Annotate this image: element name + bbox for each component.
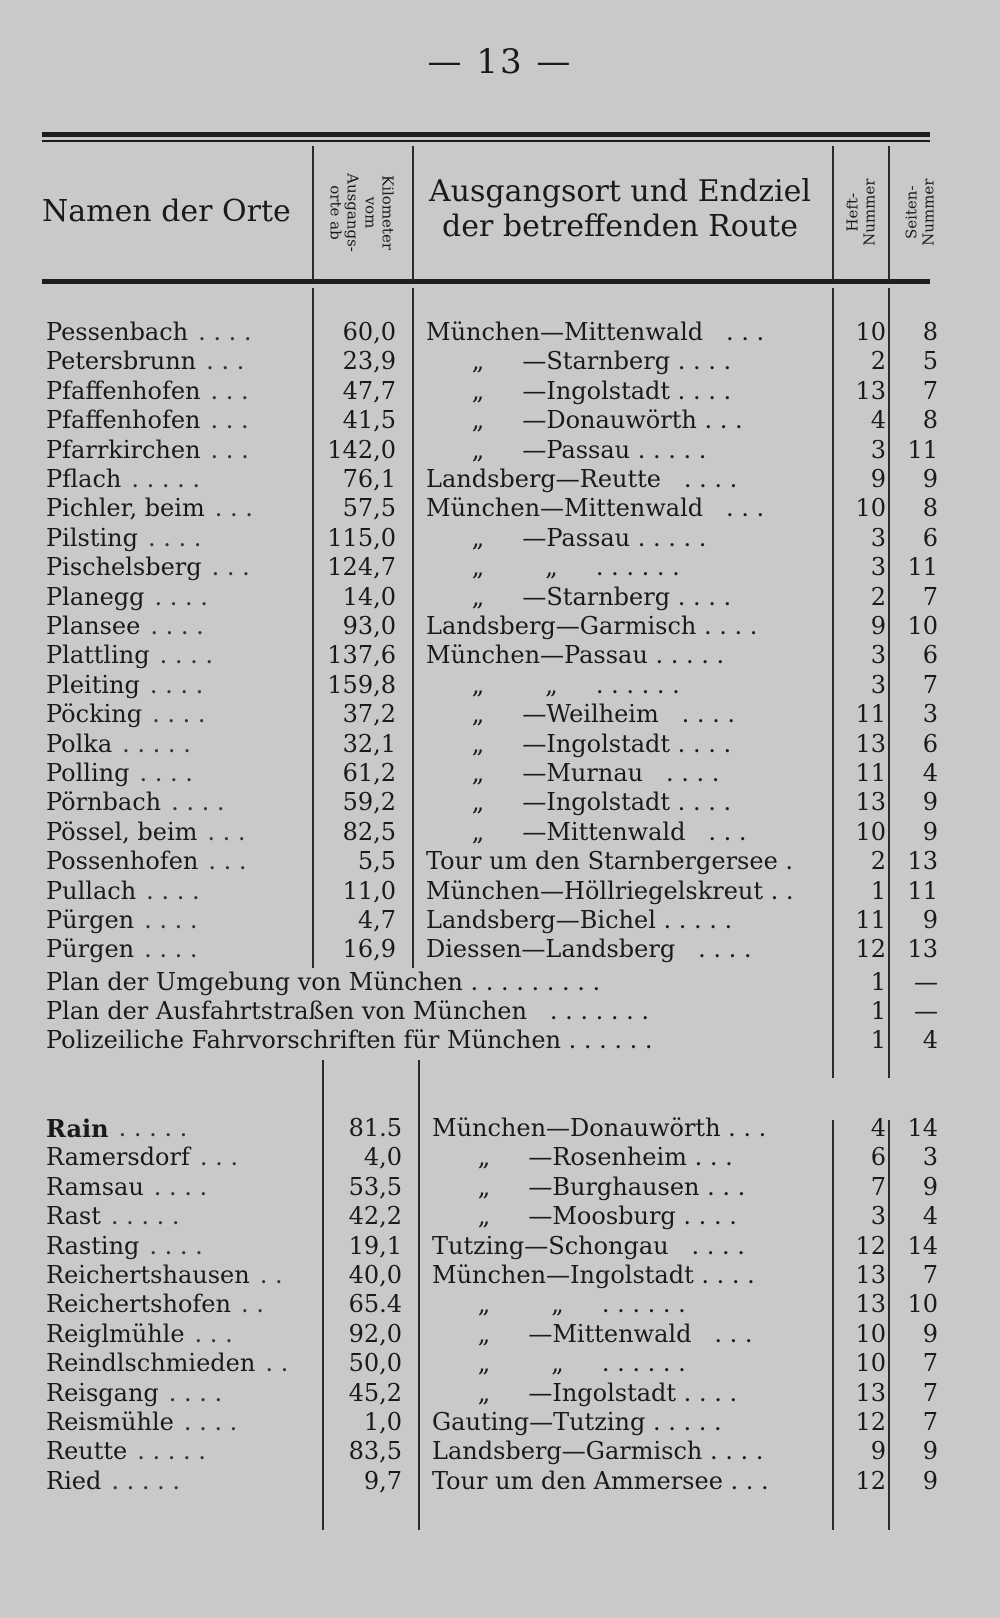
top-rule — [42, 132, 930, 137]
table-row — [0, 347, 1000, 376]
route-text: München—Passau . . . . . — [426, 641, 725, 670]
seite-number: 7 — [922, 376, 938, 405]
seite-number: — — [914, 997, 938, 1025]
route-text: Landsberg—Garmisch . . . . — [432, 1437, 764, 1466]
table-row — [0, 1261, 1000, 1290]
route-text: Landsberg—Bichel . . . . . — [426, 906, 733, 934]
seite-number: 8 — [922, 494, 938, 523]
heft-number: 4 — [870, 406, 886, 435]
plan-row — [0, 968, 1000, 997]
table-row — [0, 377, 1000, 406]
plan-text: Plan der Umgebung von München . . . . . . . . . — [46, 968, 601, 996]
seite-number: 7 — [922, 1349, 938, 1378]
seite-number: 4 — [922, 759, 938, 787]
seite-number: 11 — [907, 553, 938, 582]
heft-number: 13 — [855, 1261, 886, 1289]
table-row — [0, 1143, 1000, 1172]
place-name: Polling — [46, 759, 130, 787]
leader-dots: . . . — [194, 1319, 233, 1348]
seite-number: 6 — [922, 641, 938, 670]
header-heft — [834, 150, 889, 275]
route-text: „ „ . . . . . . — [432, 1349, 686, 1378]
place-name: Pöcking — [46, 700, 143, 729]
heft-number: 12 — [855, 1408, 886, 1436]
seite-number: 3 — [922, 1143, 938, 1172]
table-row — [0, 788, 1000, 817]
heft-number: 1 — [870, 997, 886, 1025]
heft-number: 10 — [855, 494, 886, 523]
header-km — [311, 145, 411, 280]
leader-dots: . . . . . — [110, 1202, 180, 1231]
route-text: „ —Mittenwald . . . — [426, 817, 747, 846]
km-value: 124,7 — [327, 553, 396, 582]
leader-dots: . . . . — [171, 788, 225, 817]
place-name: Ramsau — [46, 1172, 144, 1201]
seite-number: 14 — [907, 1231, 938, 1260]
route-text: Landsberg—Garmisch . . . . — [426, 612, 758, 640]
place-name: Polka — [46, 729, 113, 758]
place-name: Rasting — [46, 1231, 140, 1260]
leader-dots: . . . . — [168, 1378, 223, 1407]
table-row — [0, 906, 1000, 935]
leader-dots: . . . — [210, 376, 249, 405]
plan-row — [0, 1026, 1000, 1055]
route-text: „ —Weilheim . . . . — [426, 700, 735, 729]
route-text: „ „ . . . . . . — [426, 553, 680, 582]
seite-number: 13 — [907, 935, 938, 964]
leader-dots: . . . . . — [111, 1466, 180, 1495]
km-value: 5,5 — [357, 847, 396, 876]
leader-dots: . . . . — [144, 935, 198, 964]
km-value: 42,2 — [348, 1202, 402, 1231]
table-row — [0, 671, 1000, 700]
heft-number: 9 — [870, 465, 886, 493]
heft-number: 3 — [870, 435, 886, 464]
leader-dots: . . . — [207, 817, 246, 846]
heft-number: 10 — [855, 817, 886, 846]
place-name: Petersbrunn — [46, 347, 197, 376]
seite-number: 9 — [922, 1319, 938, 1348]
seite-number: 8 — [922, 318, 938, 346]
km-value: 65.4 — [348, 1290, 402, 1319]
seite-number: 3 — [922, 700, 938, 729]
heft-number: 9 — [870, 612, 886, 640]
seite-number: 11 — [907, 876, 938, 905]
route-text: „ —Rosenheim . . . — [432, 1143, 733, 1172]
km-value: 60,0 — [342, 318, 396, 346]
place-name: Pflach — [46, 465, 122, 493]
km-value: 9,7 — [363, 1466, 402, 1495]
seite-number: 9 — [922, 817, 938, 846]
place-name: Reiglmühle — [46, 1319, 185, 1348]
seite-number: 6 — [922, 523, 938, 552]
route-text: „ —Starnberg . . . . — [426, 347, 732, 376]
seite-number: — — [914, 968, 938, 996]
table-row — [0, 847, 1000, 876]
header-seite — [893, 150, 948, 275]
table-row — [0, 1349, 1000, 1378]
km-value: 45,2 — [348, 1378, 402, 1407]
route-text: Diessen—Landsberg . . . . — [426, 935, 752, 964]
heft-number: 1 — [870, 968, 886, 996]
place-name: Pullach — [46, 876, 137, 905]
seite-number: 9 — [922, 1437, 938, 1466]
seite-number: 10 — [907, 1290, 938, 1319]
place-name: Pössel, beim — [46, 817, 198, 846]
leader-dots: . . . . . — [118, 1114, 188, 1142]
leader-dots: . . . . — [147, 523, 202, 552]
seite-number: 4 — [922, 1026, 938, 1054]
place-name: Pürgen — [46, 935, 135, 964]
seite-number: 13 — [907, 847, 938, 876]
route-text: „ —Donauwörth . . . — [426, 406, 743, 435]
route-text: München—Mittenwald . . . — [426, 494, 765, 523]
route-text: München—Donauwörth . . . — [432, 1114, 767, 1142]
seite-number: 9 — [922, 1172, 938, 1201]
route-text: „ —Mittenwald . . . — [432, 1319, 753, 1348]
table-row — [0, 1379, 1000, 1408]
table-row — [0, 583, 1000, 612]
table-row — [0, 1437, 1000, 1466]
table-row — [0, 730, 1000, 759]
route-text: „ —Murnau . . . . — [426, 759, 720, 787]
heft-number: 2 — [870, 582, 886, 611]
km-value: 59,2 — [342, 788, 396, 817]
table-row — [0, 406, 1000, 435]
place-name: Pörnbach — [46, 788, 162, 817]
heft-number: 10 — [855, 318, 886, 346]
heft-number: 13 — [855, 1378, 886, 1407]
heft-number: 1 — [870, 1026, 886, 1054]
seite-number: 11 — [907, 435, 938, 464]
table-row — [0, 612, 1000, 641]
place-name: Rain — [46, 1114, 109, 1143]
km-value: 115,0 — [327, 523, 396, 552]
leader-dots: . . — [240, 1290, 264, 1319]
seite-number: 9 — [922, 788, 938, 817]
page-number: — 13 — — [427, 42, 573, 82]
place-name: Pfarrkirchen — [46, 435, 201, 464]
heft-number: 3 — [870, 670, 886, 699]
place-name: Pilsting — [46, 523, 138, 552]
leader-dots: . . . — [210, 435, 249, 464]
plan-text: Plan der Ausfahrtstraßen von München . . . . . . . — [46, 997, 650, 1025]
heft-number: 12 — [855, 935, 886, 964]
heft-number: 2 — [870, 347, 886, 376]
table-row — [0, 553, 1000, 582]
place-name: Reutte — [46, 1437, 128, 1466]
place-name: Reindlschmieden — [46, 1349, 256, 1378]
route-text: „ —Burghausen . . . — [432, 1172, 746, 1201]
table-row — [0, 1173, 1000, 1202]
place-name: Possenhofen — [46, 847, 199, 876]
place-name: Ramersdorf — [46, 1143, 190, 1172]
leader-dots: . . . — [211, 553, 250, 582]
place-name: Pischelsberg — [46, 553, 202, 582]
route-text: „ —Ingolstadt . . . . — [432, 1378, 738, 1407]
header-rule — [42, 279, 930, 284]
table-row — [0, 1408, 1000, 1437]
seite-number: 7 — [922, 582, 938, 611]
table-row — [0, 759, 1000, 788]
km-value: 82,5 — [342, 817, 396, 846]
heft-number: 13 — [855, 376, 886, 405]
seite-number: 4 — [922, 1202, 938, 1231]
divider — [412, 146, 414, 281]
place-name: Plattling — [46, 641, 150, 670]
route-text: „ —Passau . . . . . — [426, 523, 707, 552]
divider — [888, 146, 890, 281]
leader-dots: . . — [259, 1261, 283, 1289]
place-name: Pessenbach — [46, 318, 189, 346]
leader-dots: . . . . — [144, 906, 198, 934]
heft-number: 11 — [855, 700, 886, 729]
leader-dots: . . . . — [154, 582, 208, 611]
seite-number: 14 — [907, 1114, 938, 1142]
heft-number: 10 — [855, 1319, 886, 1348]
leader-dots: . . . . — [146, 876, 200, 905]
km-value: 16,9 — [342, 935, 396, 964]
km-value: 76,1 — [342, 465, 396, 493]
heft-number: 4 — [870, 1114, 886, 1142]
place-name: Reichertshausen — [46, 1261, 250, 1289]
seite-number: 7 — [922, 1261, 938, 1289]
plan-text: Polizeiliche Fahrvorschriften für München . . . . . . — [46, 1026, 653, 1054]
place-name: Pürgen — [46, 906, 135, 934]
heft-number: 3 — [870, 523, 886, 552]
leader-dots: . . . . — [198, 318, 252, 346]
heft-number: 9 — [870, 1437, 886, 1466]
km-value: 50,0 — [348, 1349, 402, 1378]
km-value: 41,5 — [342, 406, 396, 435]
table-row — [0, 524, 1000, 553]
km-value: 4,0 — [363, 1143, 402, 1172]
leader-dots: . . . . . — [131, 465, 201, 493]
place-name: Rast — [46, 1202, 101, 1231]
route-text: „ —Starnberg . . . . — [426, 582, 732, 611]
km-value: 32,1 — [342, 729, 396, 758]
table-row — [0, 494, 1000, 523]
seite-number: 9 — [922, 1466, 938, 1495]
km-value: 159,8 — [327, 670, 396, 699]
leader-dots: . . — [265, 1349, 289, 1378]
place-name: Planegg — [46, 582, 145, 611]
table-row — [0, 1320, 1000, 1349]
seite-number: 10 — [907, 612, 938, 640]
heft-number: 12 — [855, 1466, 886, 1495]
heft-number: 13 — [855, 788, 886, 817]
km-value: 37,2 — [342, 700, 396, 729]
header-route: Ausgangsort und Endziel der betreffenden Route — [429, 174, 811, 244]
seite-number: 6 — [922, 729, 938, 758]
heft-number: 6 — [870, 1143, 886, 1172]
route-text: Gauting—Tutzing . . . . . — [432, 1408, 722, 1436]
route-text: Landsberg—Reutte . . . . — [426, 465, 738, 493]
route-text: Tutzing—Schongau . . . . — [432, 1231, 745, 1260]
leader-dots: . . . . . — [122, 729, 191, 758]
seite-number: 7 — [922, 670, 938, 699]
table-row — [0, 465, 1000, 494]
leader-dots: . . . . — [152, 700, 206, 729]
heft-number: 3 — [870, 1202, 886, 1231]
route-text: München—Mittenwald . . . — [426, 318, 765, 346]
table-row — [0, 641, 1000, 670]
route-text: „ —Ingolstadt . . . . — [426, 788, 732, 817]
km-value: 23,9 — [342, 347, 396, 376]
route-text: „ „ . . . . . . — [432, 1290, 686, 1319]
route-text: Tour um den Starnbergersee . — [426, 847, 794, 876]
km-value: 47,7 — [342, 376, 396, 405]
km-value: 93,0 — [342, 612, 396, 640]
route-text: „ —Moosburg . . . . — [432, 1202, 737, 1231]
leader-dots: . . . . — [149, 670, 204, 699]
leader-dots: . . . — [208, 847, 247, 876]
heft-number: 3 — [870, 641, 886, 670]
km-value: 142,0 — [327, 435, 396, 464]
km-value: 61,2 — [342, 759, 396, 787]
header-heft-label: Heft- Nummer — [843, 178, 879, 247]
route-text: „ —Passau . . . . . — [426, 435, 707, 464]
table-row — [0, 700, 1000, 729]
table-row — [0, 436, 1000, 465]
km-value: 92,0 — [348, 1319, 402, 1348]
header-seite-label: Seiten- Nummer — [902, 178, 938, 247]
heft-number: 7 — [870, 1172, 886, 1201]
place-name: Plansee — [46, 612, 141, 640]
heft-number: 12 — [855, 1231, 886, 1260]
table-row — [0, 318, 1000, 347]
km-value: 40,0 — [348, 1261, 402, 1289]
leader-dots: . . . . . — [137, 1437, 206, 1466]
seite-number: 8 — [922, 406, 938, 435]
table-row — [0, 1202, 1000, 1231]
header-name: Namen der Orte — [42, 194, 291, 229]
table-row — [0, 818, 1000, 847]
place-name: Ried — [46, 1466, 102, 1495]
place-name: Reisgang — [46, 1378, 159, 1407]
place-name: Pleiting — [46, 670, 140, 699]
table-row — [0, 935, 1000, 964]
leader-dots: . . . . — [150, 612, 204, 640]
km-value: 81.5 — [348, 1114, 402, 1142]
heft-number: 11 — [855, 906, 886, 934]
km-value: 137,6 — [327, 641, 396, 670]
heft-number: 1 — [870, 876, 886, 905]
heft-number: 13 — [855, 729, 886, 758]
route-text: „ „ . . . . . . — [426, 670, 680, 699]
table-row — [0, 877, 1000, 906]
seite-number: 9 — [922, 465, 938, 493]
place-name: Pfaffenhofen — [46, 406, 201, 435]
table-row — [0, 1290, 1000, 1319]
table-row — [0, 1232, 1000, 1261]
seite-number: 7 — [922, 1378, 938, 1407]
heft-number: 2 — [870, 847, 886, 876]
seite-number: 9 — [922, 906, 938, 934]
km-value: 1,0 — [363, 1408, 402, 1436]
table-row — [0, 1467, 1000, 1496]
place-name: Pichler, beim — [46, 494, 205, 523]
leader-dots: . . . — [210, 406, 249, 435]
route-text: „ —Ingolstadt . . . . — [426, 729, 732, 758]
divider — [832, 146, 834, 281]
table-row — [0, 1114, 1000, 1143]
leader-dots: . . . . — [153, 1172, 208, 1201]
leader-dots: . . . — [199, 1143, 239, 1172]
leader-dots: . . . . — [159, 641, 213, 670]
route-text: München—Höllriegelskreut . . — [426, 876, 794, 905]
leader-dots: . . . . — [183, 1408, 238, 1436]
plan-row — [0, 997, 1000, 1026]
km-value: 14,0 — [342, 582, 396, 611]
leader-dots: . . . . — [139, 759, 193, 787]
heft-number: 3 — [870, 553, 886, 582]
km-value: 83,5 — [348, 1437, 402, 1466]
route-text: Tour um den Ammersee . . . — [432, 1466, 769, 1495]
route-text: „ —Ingolstadt . . . . — [426, 376, 732, 405]
km-value: 53,5 — [348, 1172, 402, 1201]
heft-number: 13 — [855, 1290, 886, 1319]
seite-number: 7 — [922, 1408, 938, 1436]
km-value: 57,5 — [342, 494, 396, 523]
seite-number: 5 — [922, 347, 938, 376]
place-name: Reichertshofen — [46, 1290, 231, 1319]
km-value: 4,7 — [357, 906, 396, 934]
km-value: 19,1 — [348, 1231, 402, 1260]
leader-dots: . . . — [206, 347, 245, 376]
route-text: München—Ingolstadt . . . . — [432, 1261, 755, 1289]
leader-dots: . . . — [214, 494, 253, 523]
heft-number: 11 — [855, 759, 886, 787]
place-name: Reismühle — [46, 1408, 174, 1436]
header-km-label: Kilometer vom Ausgangs- orte ab — [326, 173, 397, 252]
heft-number: 10 — [855, 1349, 886, 1378]
divider — [312, 146, 314, 281]
place-name: Pfaffenhofen — [46, 376, 201, 405]
km-value: 11,0 — [342, 876, 396, 905]
leader-dots: . . . . — [149, 1231, 203, 1260]
top-rule-thin — [42, 140, 930, 142]
